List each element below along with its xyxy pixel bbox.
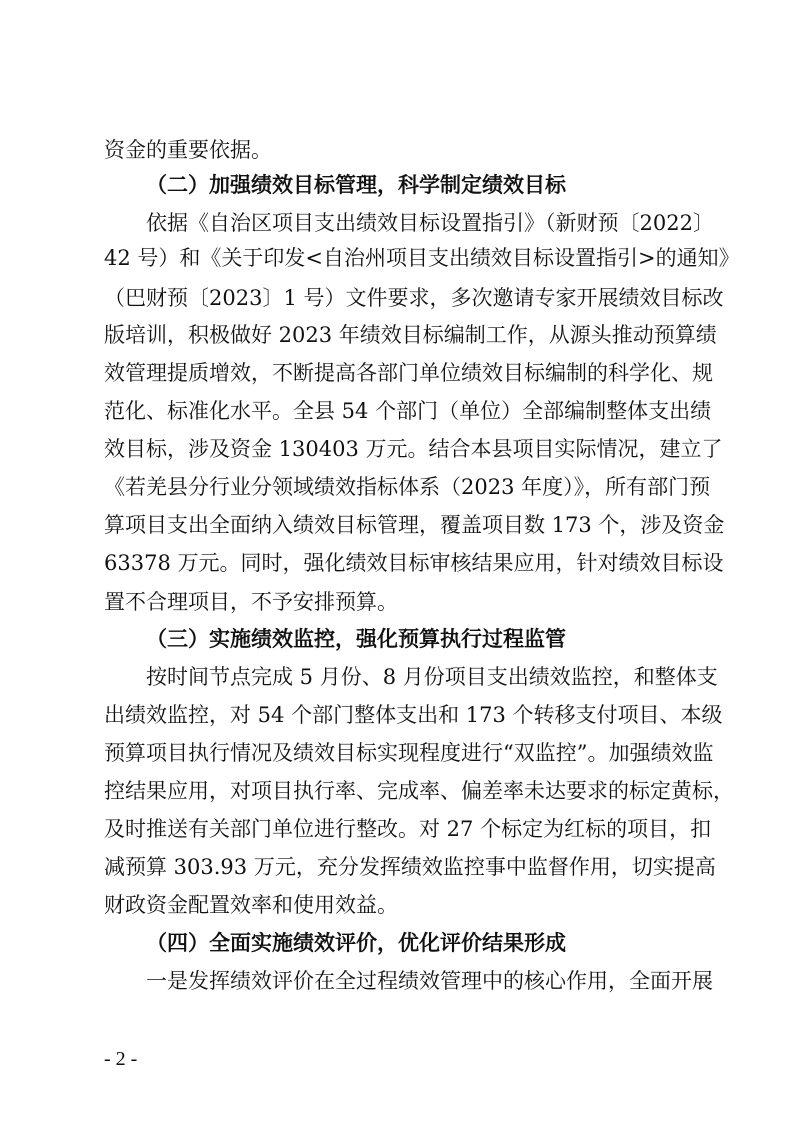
paragraph-line: 范化、标准化水平。全县 54 个部门（单位）全部编制整体支出绩 <box>104 399 712 423</box>
paragraph-line: 资金的重要依据。 <box>104 138 272 162</box>
paragraph-line: 按时间节点完成 5 月份、8 月份项目支出绩效监控，和整体支 <box>146 665 718 689</box>
paragraph-line: 减预算 303.93 万元，充分发挥绩效监控事中监督作用，切实提高 <box>104 855 716 879</box>
paragraph-line: 预算项目执行情况及绩效目标实现程度进行“双监控”。加强绩效监 <box>104 741 714 765</box>
paragraph-line: 效目标，涉及资金 130403 万元。结合本县项目实际情况，建立了 <box>104 437 723 461</box>
paragraph-line: 出绩效监控，对 54 个部门整体支出和 173 个转移支付项目、本级 <box>104 703 723 727</box>
paragraph-line: 63378 万元。同时，强化绩效目标审核结果应用，针对绩效目标设 <box>104 551 724 575</box>
paragraph-line: 效管理提质增效，不断提高各部门单位绩效目标编制的科学化、规 <box>104 361 713 385</box>
paragraph-line: 《若羌县分行业分领域绩效指标体系（2023 年度）》，所有部门预 <box>104 475 711 499</box>
paragraph-line: 控结果应用，对项目执行率、完成率、偏差率未达要求的标定黄标， <box>104 779 734 803</box>
paragraph-line: 置不合理项目，不予安排预算。 <box>104 590 398 614</box>
paragraph-line: 及时推送有关部门单位进行整改。对 27 个标定为红标的项目，扣 <box>104 817 712 841</box>
paragraph-line: 一是发挥绩效评价在全过程绩效管理中的核心作用，全面开展 <box>146 969 713 993</box>
page-number: - 2 - <box>104 1048 138 1070</box>
paragraph-line: 财政资金配置效率和使用效益。 <box>104 893 398 917</box>
paragraph-line: 算项目支出全面纳入绩效目标管理，覆盖项目数 173 个，涉及资金 <box>104 513 725 537</box>
paragraph-line: 依据《自治区项目支出绩效目标设置指引》（新财预〔2022〕 <box>146 211 714 235</box>
paragraph-line: 42 号）和《关于印发<自治州项目支出绩效目标设置指引>的通知》 <box>104 246 740 270</box>
section-heading: （四）全面实施绩效评价，优化评价结果形成 <box>146 931 566 955</box>
paragraph-line: 版培训，积极做好 2023 年绩效目标编制工作，从源头推动预算绩 <box>104 323 717 347</box>
section-heading: （二）加强绩效目标管理，科学制定绩效目标 <box>146 173 566 197</box>
section-heading: （三）实施绩效监控，强化预算执行过程监管 <box>146 627 566 651</box>
paragraph-line: （巴财预〔2023〕1 号）文件要求，多次邀请专家开展绩效目标改 <box>104 286 724 310</box>
